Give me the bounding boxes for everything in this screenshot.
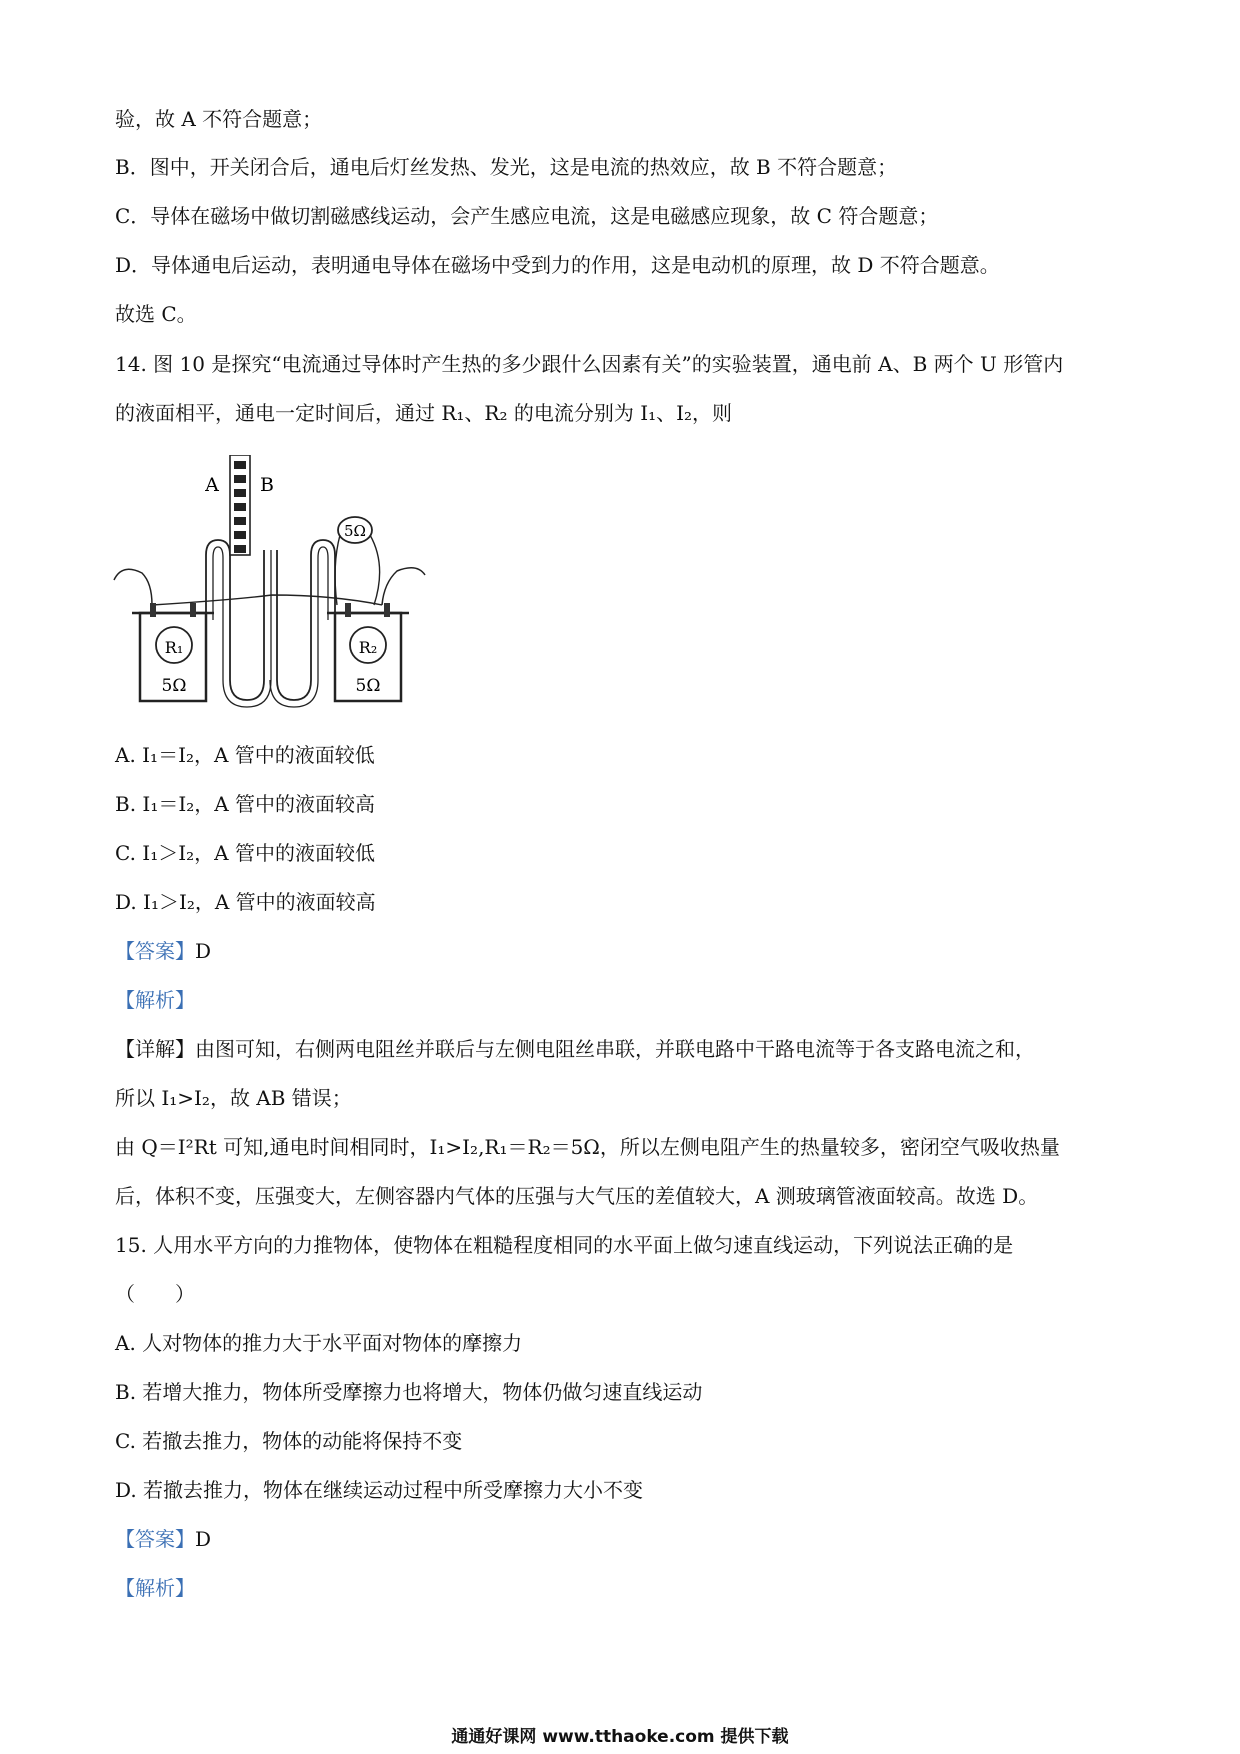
answer-value: D bbox=[195, 1527, 212, 1551]
q15-option-b: B. 若增大推力，物体所受摩擦力也将增大，物体仍做匀速直线运动 bbox=[115, 1380, 703, 1404]
r2-value: 5Ω bbox=[355, 676, 381, 696]
q14-detail-line: 【详解】由图可知，右侧两电阻丝并联后与左侧电阻丝串联，并联电路中干路电流等于各支路电流之和， bbox=[115, 1037, 1035, 1061]
q14-detail-line: 后，体积不变，压强变大，左侧容器内气体的压强与大气压的差值较大，A 测玻璃管液面较高。故选 D。 bbox=[115, 1184, 1039, 1208]
answer-tag: 【答案】 bbox=[115, 1527, 195, 1551]
tube-b-label: B bbox=[260, 474, 274, 496]
text-line: C．导体在磁场中做切割磁感线运动，会产生感应电流，这是电磁感应现象，故 C 符合题意； bbox=[115, 204, 939, 228]
r1-value: 5Ω bbox=[161, 676, 187, 696]
r3-value: 5Ω bbox=[344, 522, 366, 540]
q14-option-a: A. I₁＝I₂，A 管中的液面较低 bbox=[115, 743, 375, 767]
q15-option-d: D. 若撤去推力，物体在继续运动过程中所受摩擦力大小不变 bbox=[115, 1478, 644, 1502]
q14-option-c: C. I₁＞I₂，A 管中的液面较低 bbox=[115, 841, 375, 865]
tube-a-label: A bbox=[205, 474, 219, 496]
answer-value: D bbox=[195, 939, 212, 963]
analysis-tag: 【解析】 bbox=[115, 988, 195, 1012]
text-line: B．图中，开关闭合后，通电后灯丝发热、发光，这是电流的热效应，故 B 不符合题意； bbox=[115, 155, 898, 179]
q15-analysis-tag bbox=[115, 1574, 195, 1602]
q14-option-d: D. I₁＞I₂，A 管中的液面较高 bbox=[115, 890, 376, 914]
analysis-tag: 【解析】 bbox=[115, 1576, 195, 1600]
text-line: D．导体通电后运动，表明通电导体在磁场中受到力的作用，这是电动机的原理，故 D 不符合题意。 bbox=[115, 253, 1000, 277]
q15-option-c: C. 若撤去推力，物体的动能将保持不变 bbox=[115, 1429, 463, 1453]
q14-answer bbox=[115, 937, 211, 965]
q14-detail-line: 所以 I₁>I₂，故 AB 错误； bbox=[115, 1086, 352, 1110]
page-footer: 通通好课网 www.tthaoke.com 提供下载 bbox=[451, 1727, 789, 1747]
answer-tag: 【答案】 bbox=[115, 939, 195, 963]
question-14-stem-cont: 的液面相平，通电一定时间后，通过 R₁、R₂ 的电流分别为 I₁、I₂，则 bbox=[115, 401, 733, 425]
question-15-blank: （ ） bbox=[115, 1282, 195, 1306]
q15-answer bbox=[115, 1525, 211, 1553]
q14-detail-line: 由 Q＝I²Rt 可知,通电时间相同时，I₁>I₂,R₁＝R₂＝5Ω，所以左侧电阻产生的热量较多，密闭空气吸收热量 bbox=[115, 1135, 1060, 1159]
experiment-figure bbox=[112, 455, 427, 710]
question-15-stem: 15. 人用水平方向的力推物体，使物体在粗糙程度相同的水平面上做匀速直线运动，下列说法正确的是 bbox=[115, 1233, 1014, 1257]
q14-analysis-tag bbox=[115, 986, 195, 1014]
question-14-stem: 14. 图 10 是探究“电流通过导体时产生热的多少跟什么因素有关”的实验装置，通电前 A、B 两个 U 形管内 bbox=[115, 352, 1064, 376]
r2-label: R₂ bbox=[358, 638, 378, 657]
q15-option-a: A. 人对物体的推力大于水平面对物体的摩擦力 bbox=[115, 1331, 523, 1355]
text-line: 故选 C。 bbox=[115, 302, 197, 326]
text-line: 验，故 A 不符合题意； bbox=[115, 107, 323, 131]
q14-option-b: B. I₁＝I₂，A 管中的液面较高 bbox=[115, 792, 376, 816]
r1-label: R₁ bbox=[164, 638, 184, 657]
